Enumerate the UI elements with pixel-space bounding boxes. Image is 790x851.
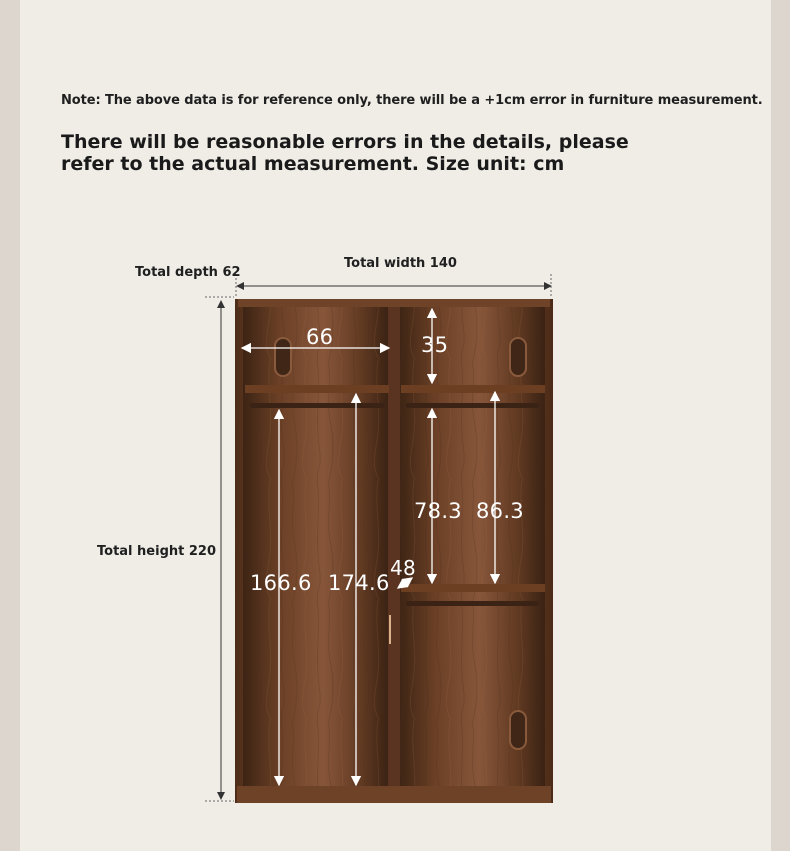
top-frame [238, 299, 550, 307]
left-top-width-value: 66 [306, 325, 334, 349]
heading-line-2: refer to the actual measurement. Size unit: cm [61, 153, 565, 175]
left-hanging-rail [250, 403, 385, 408]
right-top-vent [510, 338, 526, 376]
total-width-label: Total width 140 [344, 256, 457, 271]
left-hanging-value-2: 174.6 [328, 571, 390, 595]
left-upper-shelf [245, 385, 389, 393]
right-middle-value-2: 86.3 [476, 499, 524, 523]
wardrobe [235, 299, 553, 803]
right-lower-shelf [401, 584, 545, 592]
right-bottom-vent [510, 711, 526, 749]
right-top-height-value: 35 [421, 333, 449, 357]
heading-line-1: There will be reasonable errors in the details, please [61, 131, 629, 153]
right-middle-value-1: 78.3 [414, 499, 462, 523]
total-height-label: Total height 220 [97, 544, 217, 559]
base-frame [237, 786, 551, 803]
left-compartment-grain [243, 306, 389, 788]
right-upper-rail [406, 403, 539, 408]
right-lower-depth-value: 48 [390, 556, 417, 580]
left-hanging-value-1: 166.6 [250, 571, 312, 595]
measurement-note: Note: The above data is for reference only, there will be a +1cm error in furniture measurement. [61, 93, 763, 108]
left-top-vent [275, 338, 291, 376]
right-lower-rail [406, 601, 539, 606]
total-depth-label: Total depth 62 [135, 265, 241, 280]
right-upper-shelf [401, 385, 545, 393]
center-divider [388, 302, 400, 795]
